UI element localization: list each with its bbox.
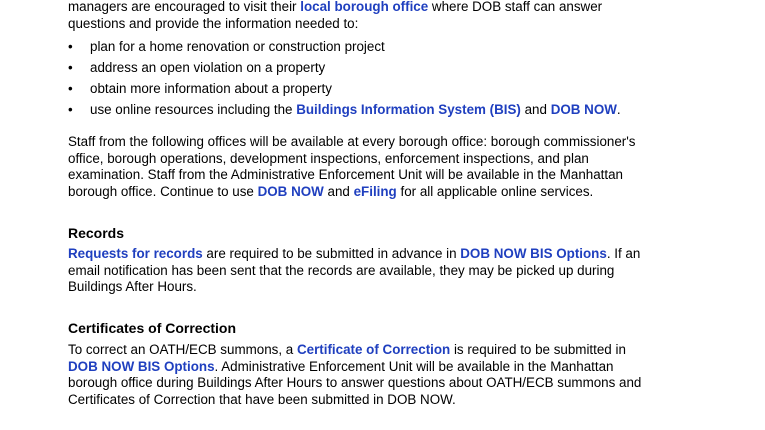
records-text: . If an: [606, 246, 641, 261]
certificates-paragraph: [68, 342, 708, 408]
intro-text: managers are encouraged to visit their: [68, 0, 301, 14]
staff-line-3: examination. Staff from the Administrative Enforcement Unit will be available in the Manhattan: [68, 167, 624, 183]
records-line-3: Buildings After Hours.: [68, 279, 197, 295]
dob-now-bis-options-link[interactable]: DOB NOW BIS Options: [460, 246, 607, 261]
certificate-of-correction-link[interactable]: Certificate of Correction: [296, 342, 451, 357]
bullet-icon: •: [68, 60, 73, 75]
staff-line-4: [68, 184, 708, 201]
dob-now-link[interactable]: DOB NOW: [257, 183, 324, 199]
list-item: [68, 78, 708, 99]
certificates-line-2: [68, 359, 708, 376]
intro-paragraph: [68, 0, 708, 32]
list-item: [68, 99, 708, 120]
records-line-1: [68, 246, 708, 263]
certificates-text: is required to be submitted in: [450, 342, 626, 357]
intro-text: where DOB staff can answer: [428, 0, 603, 14]
certificates-line-3: borough office during Buildings After Hours to answer questions about OATH/ECB summons and: [68, 375, 642, 391]
bullet-icon: •: [68, 81, 73, 96]
certificates-heading: Certificates of Correction: [68, 320, 237, 336]
list-item: [68, 36, 708, 57]
list-item-text: plan for a home renovation or construction project: [90, 39, 385, 54]
intro-line-2: questions and provide the information needed to:: [68, 15, 359, 31]
certificates-text: To correct an OATH/ECB summons, a: [68, 342, 297, 357]
staff-line-1: Staff from the following offices will be available at every borough office: borough commissioner's: [68, 134, 636, 149]
records-heading: Records: [68, 225, 125, 241]
list-item: [68, 57, 708, 78]
certificates-text: . Administrative Enforcement Unit will be available in the Manhattan: [214, 358, 614, 374]
staff-text: for all applicable online services.: [396, 183, 594, 199]
bullet-icon: •: [68, 39, 73, 54]
staff-line-2: office, borough operations, development inspections, enforcement inspections, and plan: [68, 150, 589, 166]
bullet-icon: •: [68, 102, 73, 117]
list-item-text: use online resources including the: [90, 102, 297, 117]
list-item-text: and: [520, 102, 551, 117]
bullet-list: [68, 36, 708, 120]
list-item-text: .: [616, 102, 621, 117]
records-paragraph: [68, 246, 708, 296]
intro-line-1: [68, 0, 708, 16]
certificates-line-1: [68, 342, 708, 359]
list-item-text: address an open violation on a property: [90, 60, 326, 75]
local-borough-office-link[interactable]: local borough office: [300, 0, 429, 14]
efiling-link[interactable]: eFiling: [353, 183, 397, 199]
records-text: are required to be submitted in advance in: [202, 246, 461, 261]
staff-paragraph: [68, 134, 708, 200]
staff-text: and: [323, 183, 354, 199]
bis-link[interactable]: Buildings Information System (BIS): [296, 102, 521, 117]
dob-now-link[interactable]: DOB NOW: [550, 102, 617, 117]
dob-now-bis-options-link[interactable]: DOB NOW BIS Options: [68, 358, 215, 374]
staff-text: borough office. Continue to use: [68, 183, 258, 199]
records-line-2: email notification has been sent that the records are available, they may be picked up during: [68, 262, 615, 278]
list-item-text: obtain more information about a property: [90, 81, 332, 96]
certificates-line-4: Certificates of Correction that have been submitted in DOB NOW.: [68, 391, 456, 407]
requests-for-records-link[interactable]: Requests for records: [68, 246, 203, 261]
